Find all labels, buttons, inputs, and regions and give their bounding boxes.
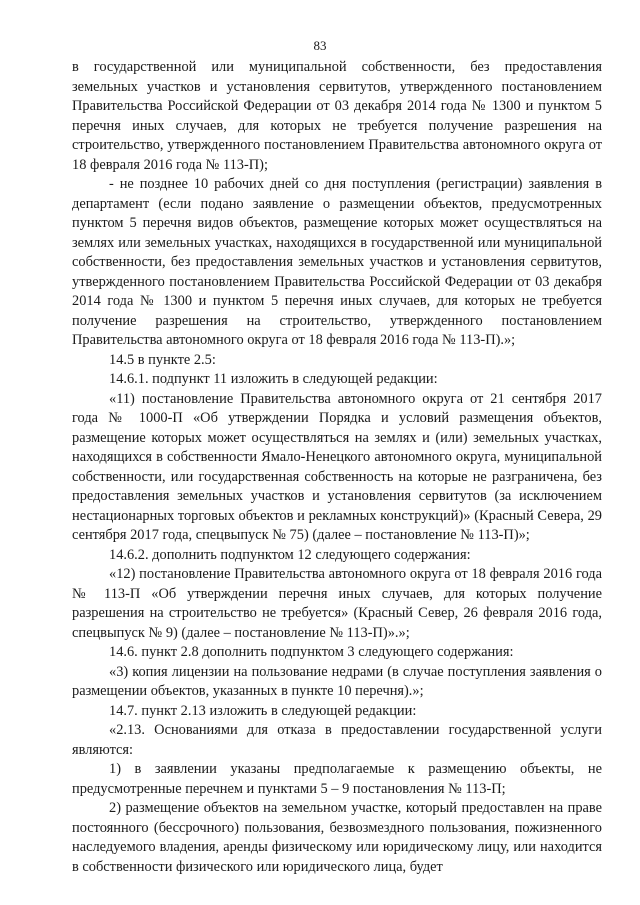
paragraph-item-11: «11) постановление Правительства автономного округа от 21 сентября 2017 года № 1000-П «Об утверждении Порядка и условий размещения объектов, размещение которых может осуществляться на землях и (или) земельных участках, находящихся в собственности Ямало-Ненецкого автономного округа, муниципальной собственности, или государственная собственность на которые не разграничена, без предоставления земельных участков и установления сервитутов (за исключением нестационарных торговых объектов и рекламных конструкций)» (Красный Севера, 29 сентября 2017 года, спецвыпуск № 75) (далее – постановление № 113-П)»;: [72, 390, 602, 543]
page-number: 83: [313, 38, 327, 53]
paragraph-14-6-1: 14.6.1. подпункт 11 изложить в следующей редакции:: [109, 371, 438, 387]
paragraph-item-3: «3) копия лицензии на пользование недрами (в случае поступления заявления о размещении объектов, указанных в пункте 10 перечня).»;: [72, 663, 602, 699]
paragraph-14-6: 14.6. пункт 2.8 дополнить подпунктом 3 следующего содержания:: [109, 644, 514, 660]
paragraph-refusal-1: 1) в заявлении указаны предполагаемые к размещению объекты, не предусмотренные перечнем и пунктами 5 – 9 постановления № 113-П;: [72, 761, 602, 797]
paragraph-deadline-item: - не позднее 10 рабочих дней со дня поступления (регистрации) заявления в департамент (если подано заявление о размещении объектов, предусмотренных пунктом 5 перечня видов объектов, размещение которых может осуществляться на землях или земельных участках, находящихся в государственной или муниципальной собственности, без предоставления земельных участков и установления сервитутов, утвержденного постановлением Правительства Российской Федерации от 03 декабря 2014 года № 1300 и пунктом 5 перечня иных случаев, для которых не требуется получение разрешения на строительство, утвержденного постановлением Правительства автономного округа от 18 февраля 2016 года № 113-П).»;: [72, 176, 602, 348]
paragraph-item-12: «12) постановление Правительства автономного округа от 18 февраля 2016 года № 113-П «Об утверждении перечня иных случаев, для которых получение разрешения на строительство не требуется» (Красный Север, 26 февраля 2016 года, спецвыпуск № 9) (далее – постановление № 113-П)».»;: [72, 566, 602, 641]
paragraph-14-6-2: 14.6.2. дополнить подпунктом 12 следующего содержания:: [109, 546, 471, 563]
paragraph-refusal-2: 2) размещение объектов на земельном участке, который предоставлен на праве постоянного (бессрочного) пользования, безвозмездного пользования, пожизненного наследуемого владения, аренды физическому или юридическому лицу, или находится в собственности физического или юридического лица, будет: [72, 800, 602, 875]
paragraph-14-7: 14.7. пункт 2.13 изложить в следующей редакции:: [109, 702, 417, 719]
paragraph-2-13: «2.13. Основаниями для отказа в предоставлении государственной услуги являются:: [72, 722, 602, 758]
document-body: [72, 58, 602, 877]
paragraph-continuation: в государственной или муниципальной собственности, без предоставления земельных участков и установления сервитутов, утвержденного постановлением Правительства Российской Федерации от 03 декабря 2014 года № 1300 и пунктом 5 перечня иных случаев, для которых не требуется получение разрешения на строительство, утвержденного постановлением Правительства автономного округа от 18 февраля 2016 года № 113-П);: [72, 59, 602, 173]
paragraph-14-5: 14.5 в пункте 2.5:: [109, 351, 216, 368]
